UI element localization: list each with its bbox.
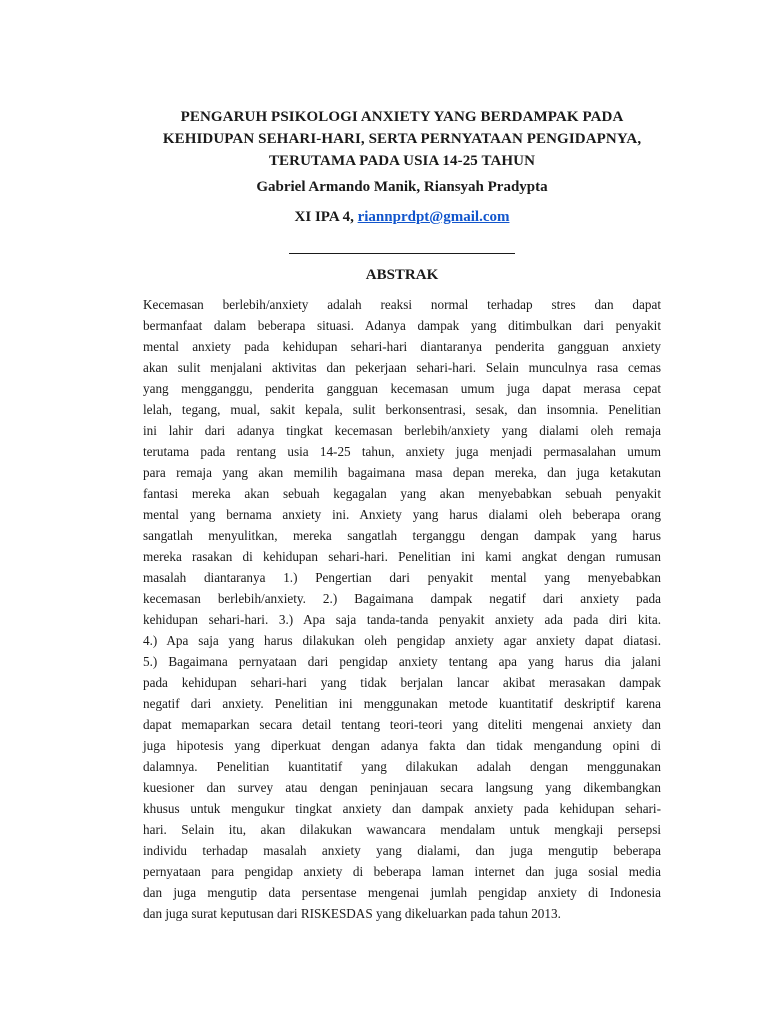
abstract-line: mereka rasakan di kehidupan sehari-hari. Penelitian ini kami angkat dengan rumusan xyxy=(143,549,661,564)
abstract-line: khusus untuk mengukur tingkat anxiety dan dampak anxiety pada kehidupan sehari- xyxy=(143,801,661,816)
abstract-line: kuesioner dan survey atau dengan peninjauan secara langsung yang dikembangkan xyxy=(143,780,661,795)
author-list: Gabriel Armando Manik, Riansyah Pradypta xyxy=(256,179,548,195)
abstract-line: lelah, tegang, mual, sakit kepala, sulit berkonsentrasi, sesak, dan insomnia. Penelitian xyxy=(143,402,661,417)
abstract-heading: ABSTRAK xyxy=(365,267,439,283)
email-link[interactable]: riannprdpt@gmail.com xyxy=(357,209,510,225)
abstract-line: hari. Selain itu, akan dilakukan wawancara mendalam untuk mengkaji persepsi xyxy=(143,822,661,837)
abstract-line: juga hipotesis yang diperkuat dengan adanya fakta dan tidak mengandung opini di xyxy=(143,738,661,753)
abstract-line: mental yang bernama anxiety ini. Anxiety yang harus dialami oleh beberapa orang xyxy=(143,507,661,522)
abstract-line: dan juga surat keputusan dari RISKESDAS yang dikeluarkan pada tahun 2013. xyxy=(143,906,561,921)
abstract-line: 4.) Apa saja yang harus dilakukan oleh pengidap anxiety agar anxiety dapat diatasi. xyxy=(143,633,661,648)
abstract-line: pernyataan para pengidap anxiety di beberapa laman internet dan juga sosial media xyxy=(143,864,661,879)
abstract-line: yang mengganggu, penderita gangguan kecemasan umum juga dapat merasa cepat xyxy=(143,381,661,396)
abstract-line: kecemasan berlebih/anxiety. 2.) Bagaimana dampak negatif dari anxiety pada xyxy=(143,591,661,606)
abstract-line: negatif dari anxiety. Penelitian ini menggunakan metode kuantitatif deskriptif karena xyxy=(143,696,661,711)
abstract-line: bermanfaat dalam beberapa situasi. Adanya dampak yang ditimbulkan dari penyakit xyxy=(143,318,661,333)
abstract-line: 5.) Bagaimana pernyataan dari pengidap anxiety tentang apa yang harus dia jalani xyxy=(143,654,661,669)
abstract-line: para remaja yang akan memilih bagaimana masa depan mereka, dan juga ketakutan xyxy=(143,465,661,480)
abstract-line: dalamnya. Penelitian kuantitatif yang dilakukan adalah dengan menggunakan xyxy=(143,759,661,774)
title-line: KEHIDUPAN SEHARI-HARI, SERTA PERNYATAAN PENGIDAPNYA, xyxy=(162,131,642,147)
abstract-line: mental anxiety pada kehidupan sehari-hari diantaranya penderita gangguan anxiety xyxy=(143,339,661,354)
abstract-line: fantasi mereka akan sebuah kegagalan yang akan menyebabkan sebuah penyakit xyxy=(143,486,661,501)
abstract-line: individu terhadap masalah anxiety yang dialami, dan juga mengutip beberapa xyxy=(143,843,661,858)
affiliation xyxy=(100,206,704,228)
abstract-line: pada kehidupan sehari-hari yang tidak berjalan lancar akibat merasakan dampak xyxy=(143,675,661,690)
abstract-body xyxy=(143,294,661,924)
abstract-line: terutama pada rentang usia 14-25 tahun, anxiety juga menjadi permasalahan umum xyxy=(143,444,661,459)
paper-title xyxy=(100,106,704,172)
abstract-line: akan sulit menjalani aktivitas dan pekerjaan sehari-hari. Selain munculnya rasa cemas xyxy=(143,360,661,375)
abstract-line: kehidupan sehari-hari. 3.) Apa saja tanda-tanda penyakit anxiety ada pada diri kita. xyxy=(143,612,661,627)
title-line: TERUTAMA PADA USIA 14-25 TAHUN xyxy=(268,153,536,169)
abstract-line: dan juga mengutip data persentase mengenai jumlah pengidap anxiety di Indonesia xyxy=(143,885,661,900)
abstract-line: ini lahir dari adanya tingkat kecemasan berlebih/anxiety yang dialami oleh remaja xyxy=(143,423,661,438)
title-line: PENGARUH PSIKOLOGI ANXIETY YANG BERDAMPAK PADA xyxy=(180,109,624,125)
abstract-line: masalah diantaranya 1.) Pengertian dari penyakit mental yang menyebabkan xyxy=(143,570,661,585)
abstract-line: Kecemasan berlebih/anxiety adalah reaksi normal terhadap stres dan dapat xyxy=(143,297,661,312)
divider-line xyxy=(289,253,515,254)
abstract-line: dapat memaparkan secara detail tentang teori-teori yang diteliti mengenai anxiety dan xyxy=(143,717,661,732)
abstract-line: sangatlah menyulitkan, mereka sangatlah terganggu dengan dampak yang harus xyxy=(143,528,661,543)
class-label: XI IPA 4, xyxy=(294,209,354,225)
